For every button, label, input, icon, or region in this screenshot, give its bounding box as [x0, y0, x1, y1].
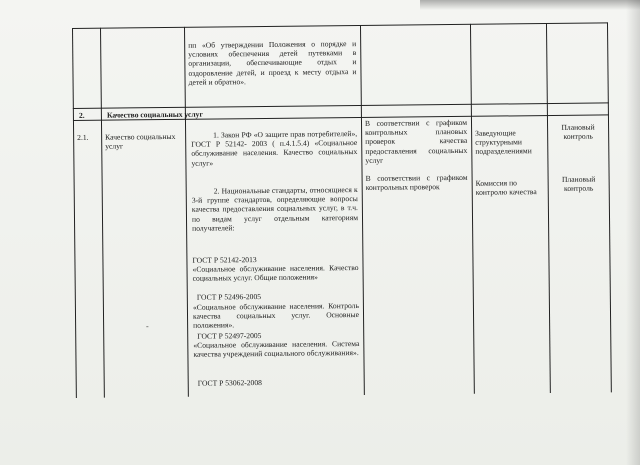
basis-item-2: 2. Национальные стандарты, относящиеся к 3-й группе стандартов, определяющие вопросы качества предоставления социальных услуг, в т.ч. по видам услуг отдельным категориям получателей: [191, 185, 359, 233]
column-divider [360, 25, 365, 395]
gost-code: ГОСТ Р 52142-2013 [192, 255, 257, 265]
column-divider [100, 28, 105, 398]
section-number: 2. [78, 110, 85, 120]
regulation-table [72, 22, 612, 398]
schedule-text-2: В соответствии с графиком контрольных проверок [365, 172, 468, 193]
gost-code: ГОСТ Р 52497-2005 [197, 331, 262, 341]
section-title: Качество социальных услуг [106, 109, 203, 120]
column-divider [470, 24, 475, 394]
gost-title: «Социальное обслуживание населения. Система качества учреждений социального обслуживания». [193, 339, 360, 359]
stray-mark: - [146, 322, 149, 331]
gost-title: «Социальное обслуживание населения. Качество социальных услуг. Общие положения» [192, 263, 359, 283]
responsible-1: Заведующие структурными подразделениями [475, 128, 532, 157]
schedule-text-1: В соответствии с графиком контрольных плановых проверок качества предоставления социальных услуг [364, 117, 468, 165]
control-type-1: Плановый контроль [561, 122, 595, 142]
control-type-2: Плановый контроль [561, 174, 596, 194]
scan-shadow-edge [626, 0, 640, 465]
row-name: Качество социальных услуг [105, 131, 176, 151]
row-number: 2.1. [77, 132, 89, 142]
scan-shadow-top [420, 0, 640, 10]
gost-code: ГОСТ Р 52496-2005 [196, 292, 262, 302]
responsible-2: Комиссия по контролю качества [475, 178, 537, 197]
gost-title: «Социальное обслуживание населения. Контроль качества социальных услуг. Основные положения». [192, 301, 360, 331]
table-border-top [72, 22, 608, 29]
table-border-left [72, 28, 77, 398]
previous-row-text: пп «Об утверждении Положения о порядке и условиях обеспечения детей путевками в организации, обеспечивающие отдых и оздоровление детей, и проезд к месту отдыха и детей и обратно». [188, 39, 357, 87]
basis-item-1: 1. Закон РФ «О защите прав потребителей», ГОСТ Р 52142- 2003 ( п.4.1.5.4) «Социальное обслуживание населения. Качество социальных услуг» [191, 129, 358, 168]
column-divider [546, 23, 551, 393]
table-border-right [607, 22, 612, 392]
gost-code: ГОСТ Р 53062-2008 [197, 378, 262, 388]
row-divider [73, 102, 609, 109]
